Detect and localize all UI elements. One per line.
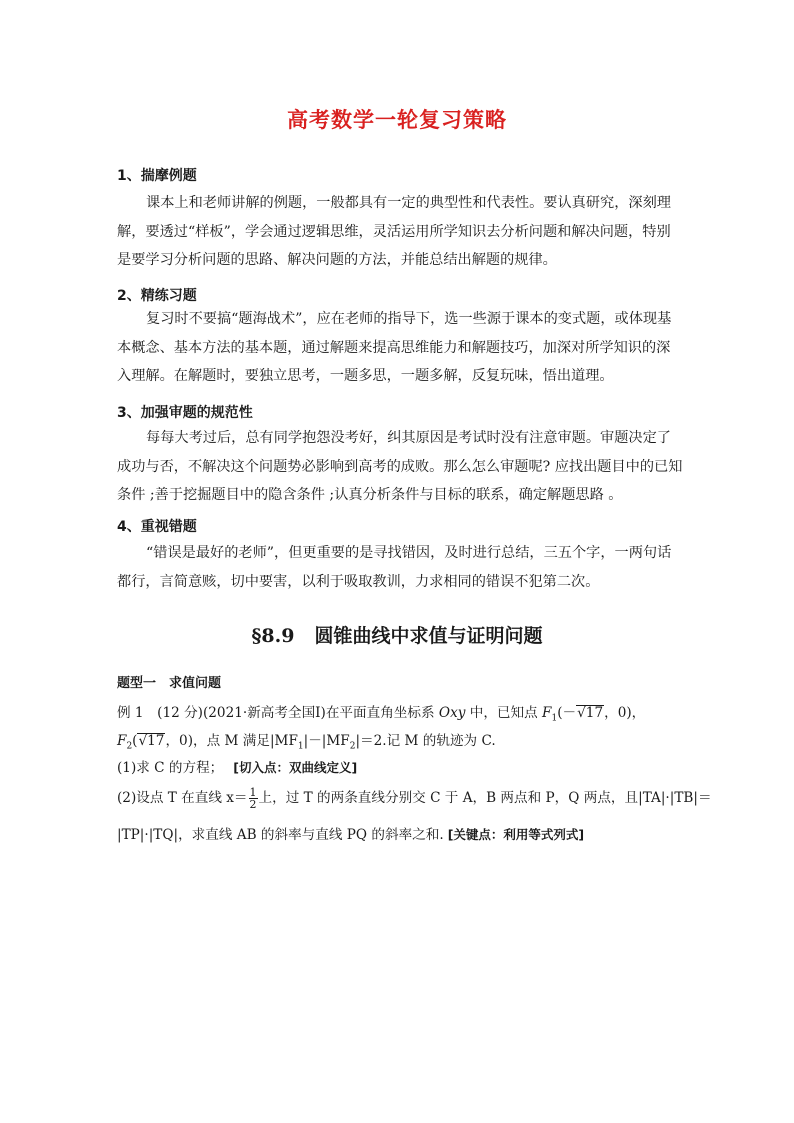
- fraction: $\frac{1}{2}$: [249, 786, 257, 811]
- heading-4: 4、重视错题: [117, 519, 197, 535]
- heading-3: 3、加强审题的规范性: [117, 405, 253, 421]
- heading-2: 2、精练习题: [117, 288, 197, 304]
- doc-title: 高考数学一轮复习策略: [287, 108, 507, 132]
- paragraph-3: 每每大考过后，总有同学抱怨没考好，纠其原因是考试时没有注意审题。审题决定了成功与否，不解决这个问题势必影响到高考的成败。那么怎么审题呢? 应找出题目中的已知条件 ;善于挖掘题目中的隐含条件 ;认真分析条件与目标的联系，确定解题思路 。: [117, 430, 683, 503]
- example-line-2: $F_2(√17$，0)，点 M 满足$|MF_1|-|MF_2|=2$.记 M 的轨迹为 C.: [117, 733, 496, 752]
- key-point-2: [关键点：利用等式列式]: [447, 827, 585, 842]
- heading-1: 1、揣摩例题: [117, 168, 197, 184]
- paragraph-4: “错误是最好的老师”，但更重要的是寻找错因，及时进行总结，三五个字，一两句话都行，言简意赅，切中要害，以利于吸取教训，力求相同的错误不犯第二次。: [117, 545, 672, 590]
- section-title: [0, 621, 794, 648]
- example-line-1: 例 1 (12 分)(2021·新高考全国Ⅰ)在平面直角坐标系 Oxy 中，已知点 $F_1(-√17$，0)，: [117, 705, 646, 724]
- paragraph-1: 课本上和老师讲解的例题，一般都具有一定的典型性和代表性。要认真研究，深刻理解，要透过“样板”，学会通过逻辑思维，灵活运用所学知识去分析问题和解决问题，特别是要学习分析问题的思路、解决问题的方法，并能总结出解题的规律。: [117, 195, 671, 268]
- paragraph-2: 复习时不要搞“题海战术”，应在老师的指导下，选一些源于课本的变式题，或体现基本概念、基本方法的基本题，通过解题来提高思维能力和解题技巧，加深对所学知识的深入理解。在解题时，要独立思考，一题多思，一题多解，反复玩味，悟出道理。: [117, 311, 672, 384]
- section-number: §8.9: [251, 625, 295, 647]
- sqrt-symbol: √17: [138, 733, 165, 749]
- key-point-1: [切入点：双曲线定义]: [233, 760, 358, 775]
- question-2-cont: |TP|·|TQ|，求直线 AB 的斜率与直线 PQ 的斜率之和. [关键点：利用等式列式]: [117, 827, 585, 843]
- question-2: (2)设点 T 在直线 x＝ $\frac{1}{2}$ 上，过 T 的两条直线分别交 C 于 A，B 两点和 P，Q 两点，且|TA|·|TB|＝: [117, 786, 712, 811]
- section-name: 圆锥曲线中求值与证明问题: [314, 625, 543, 647]
- sqrt-symbol: √17: [577, 705, 604, 721]
- question-1: (1)求 C 的方程； [切入点：双曲线定义]: [117, 760, 358, 776]
- type-label: 题型一 求值问题: [117, 676, 222, 691]
